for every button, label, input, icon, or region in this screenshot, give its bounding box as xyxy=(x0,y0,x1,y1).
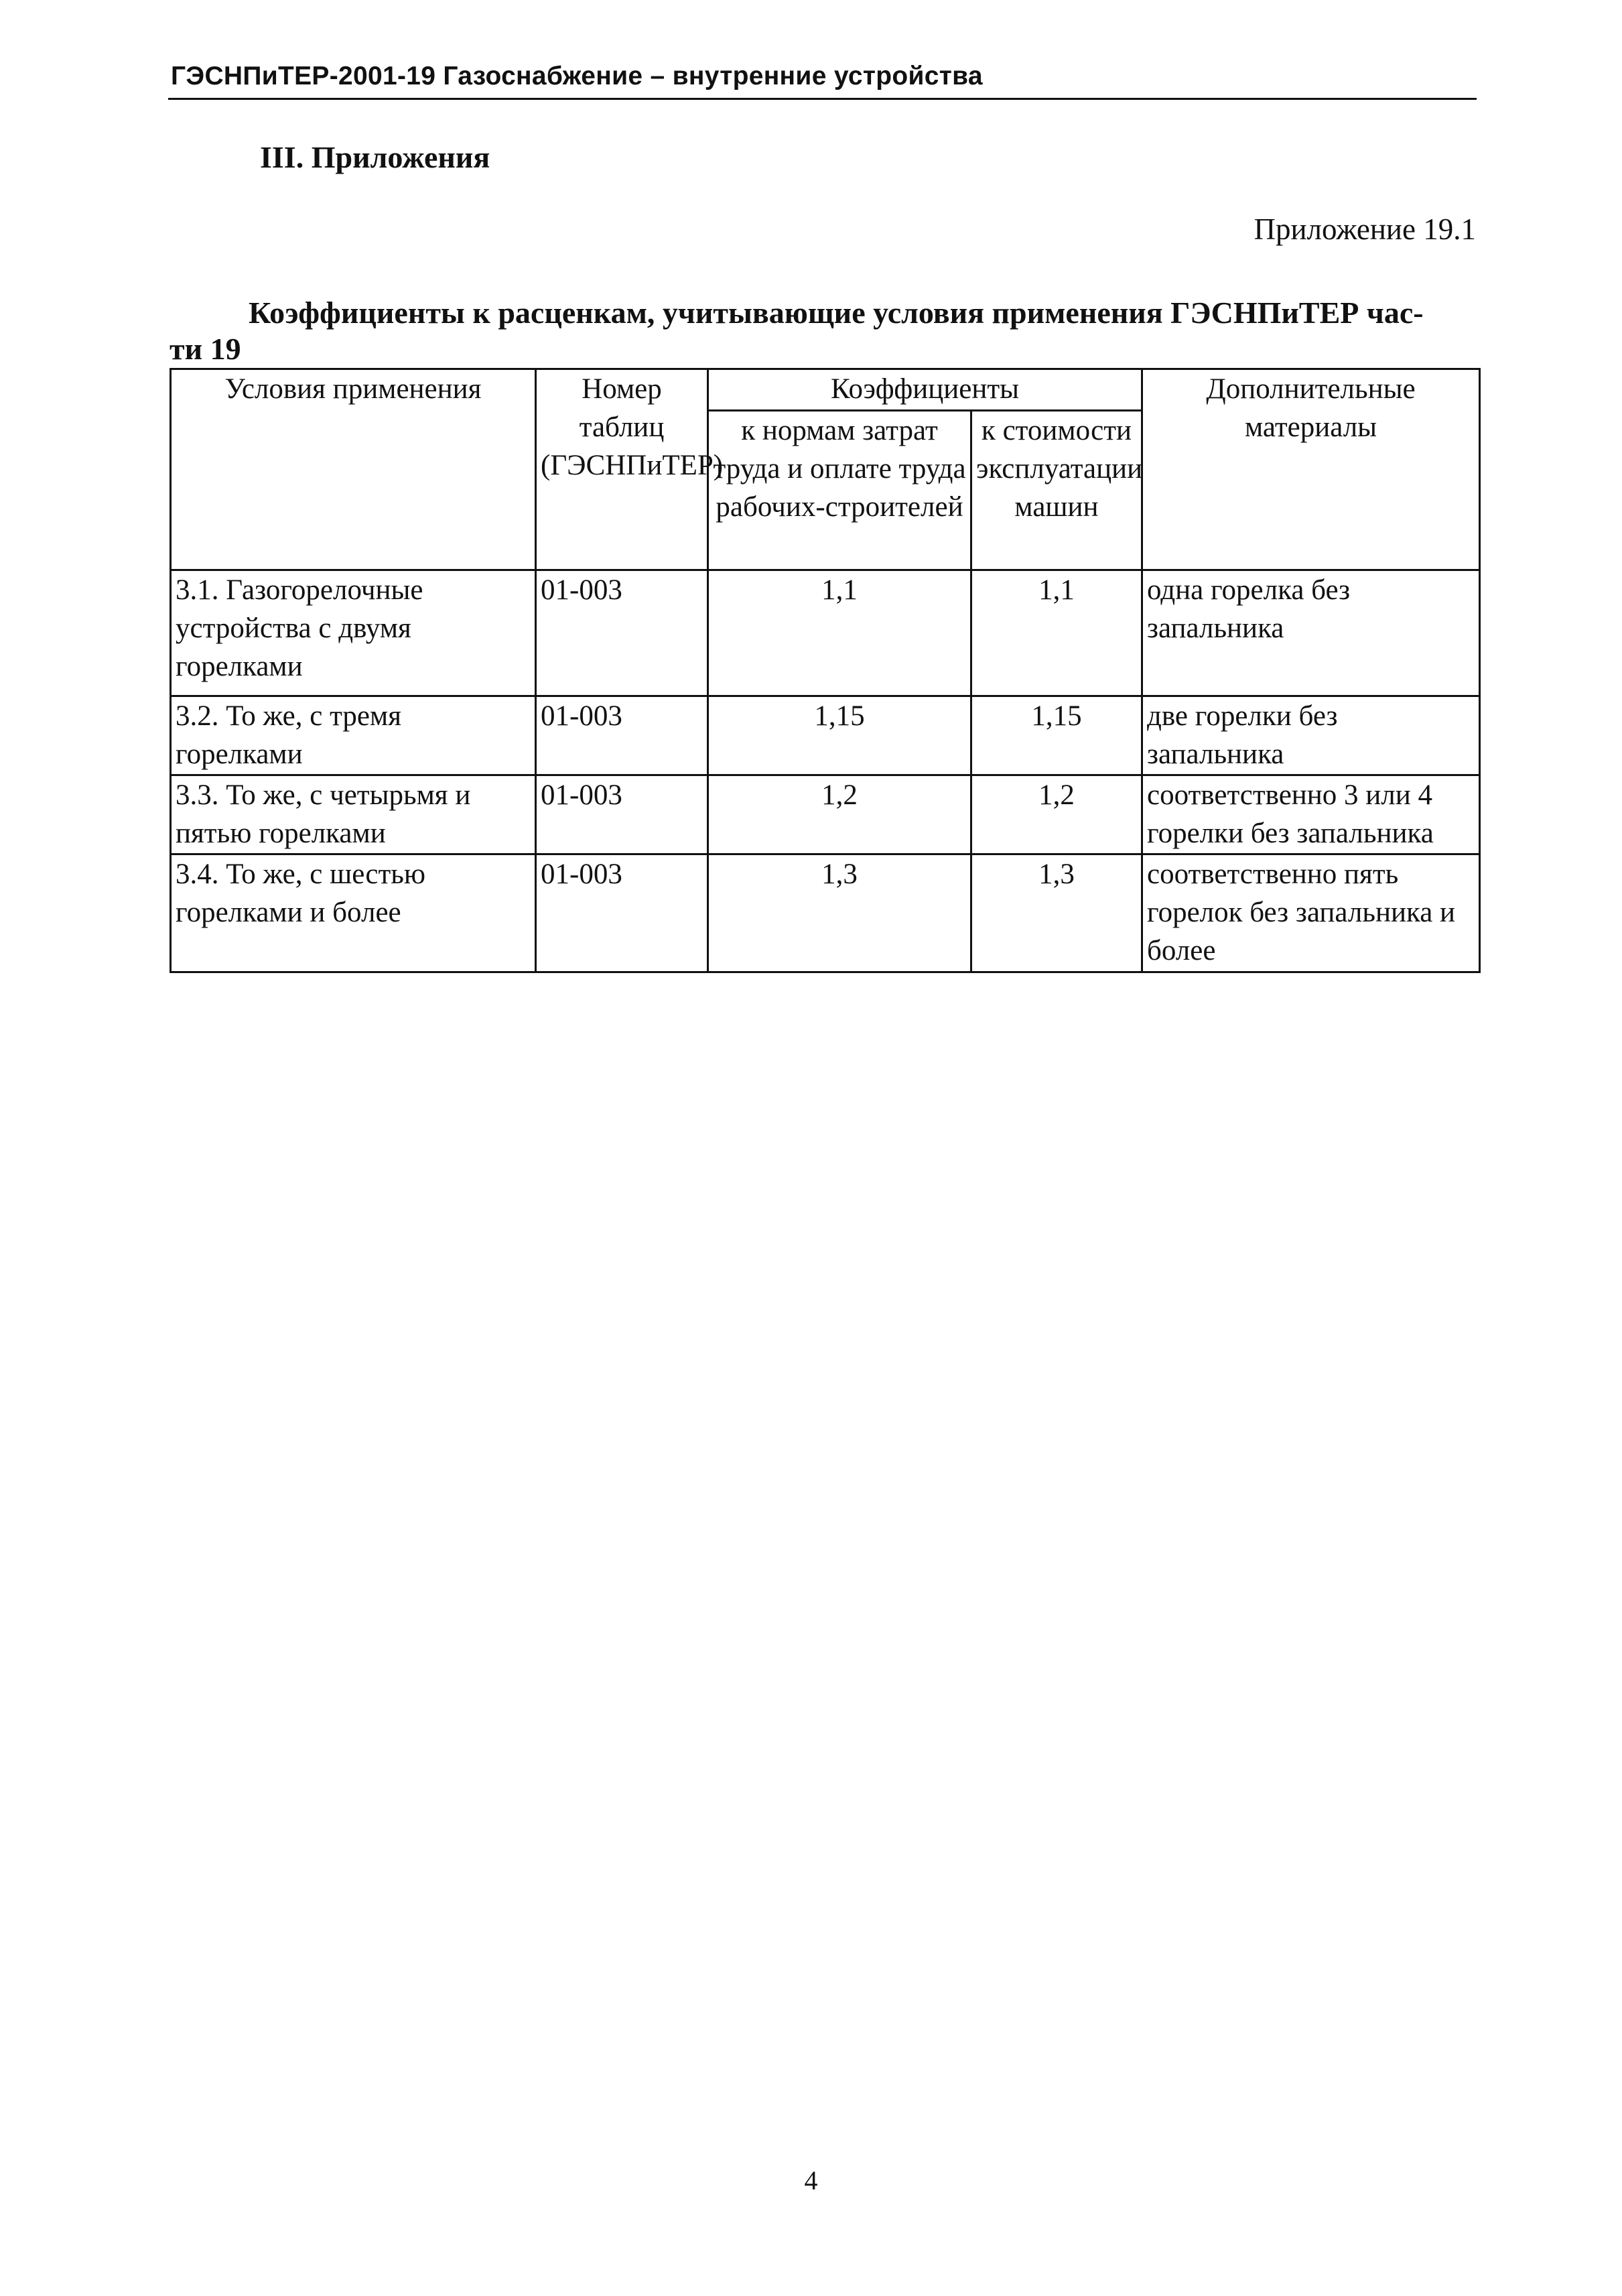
cell-materials: соответственно пять горелок без запальника и более xyxy=(1142,854,1480,972)
section-title: III. Приложения xyxy=(260,140,490,174)
table-title-line-2: ти 19 xyxy=(170,332,241,366)
header-table-number: Номер таблиц (ГЭСНПиТЕР) xyxy=(536,369,708,570)
coefficients-table xyxy=(170,368,1481,973)
cell-labor-coefficient: 1,1 xyxy=(708,570,971,696)
cell-materials: две горелки без запальника xyxy=(1142,696,1480,775)
cell-materials: соответственно 3 или 4 горелки без запальника xyxy=(1142,775,1480,854)
cell-machine-coefficient: 1,2 xyxy=(971,775,1142,854)
page-number: 4 xyxy=(804,2165,818,2195)
header-machine-coefficient: к стоимости эксплуатации машин xyxy=(971,411,1142,570)
cell-condition: 3.3. То же, с четырьмя и пятью горелками xyxy=(171,775,536,854)
cell-machine-coefficient: 1,1 xyxy=(971,570,1142,696)
table-title xyxy=(170,295,1479,367)
table-row xyxy=(171,696,1480,775)
cell-condition: 3.2. То же, с тремя горелками xyxy=(171,696,536,775)
cell-condition: 3.1. Газогорелочные устройства с двумя горелками xyxy=(171,570,536,696)
table-row xyxy=(171,570,1480,696)
running-header: ГЭСНПиТЕР-2001-19 Газоснабжение – внутренние устройства xyxy=(171,62,983,90)
header-labor-coefficient: к нормам затрат труда и оплате труда рабочих-строителей xyxy=(708,411,971,570)
cell-labor-coefficient: 1,2 xyxy=(708,775,971,854)
table-row xyxy=(171,854,1480,972)
cell-labor-coefficient: 1,3 xyxy=(708,854,971,972)
header-rule xyxy=(168,98,1477,100)
table-header-row xyxy=(171,369,1480,411)
table-title-line-1: Коэффициенты к расценкам, учитывающие условия применения ГЭСНПиТЕР час- xyxy=(249,296,1424,330)
cell-labor-coefficient: 1,15 xyxy=(708,696,971,775)
cell-machine-coefficient: 1,15 xyxy=(971,696,1142,775)
header-additional-materials: Дополнительные материалы xyxy=(1142,369,1480,570)
appendix-label: Приложение 19.1 xyxy=(1254,212,1476,246)
header-coefficients: Коэффициенты xyxy=(708,369,1142,411)
header-conditions: Условия применения xyxy=(171,369,536,570)
cell-table-number: 01-003 xyxy=(536,570,708,696)
table-row xyxy=(171,775,1480,854)
cell-table-number: 01-003 xyxy=(536,854,708,972)
cell-table-number: 01-003 xyxy=(536,775,708,854)
cell-materials: одна горелка без запальника xyxy=(1142,570,1480,696)
cell-machine-coefficient: 1,3 xyxy=(971,854,1142,972)
cell-condition: 3.4. То же, с шестью горелками и более xyxy=(171,854,536,972)
cell-table-number: 01-003 xyxy=(536,696,708,775)
